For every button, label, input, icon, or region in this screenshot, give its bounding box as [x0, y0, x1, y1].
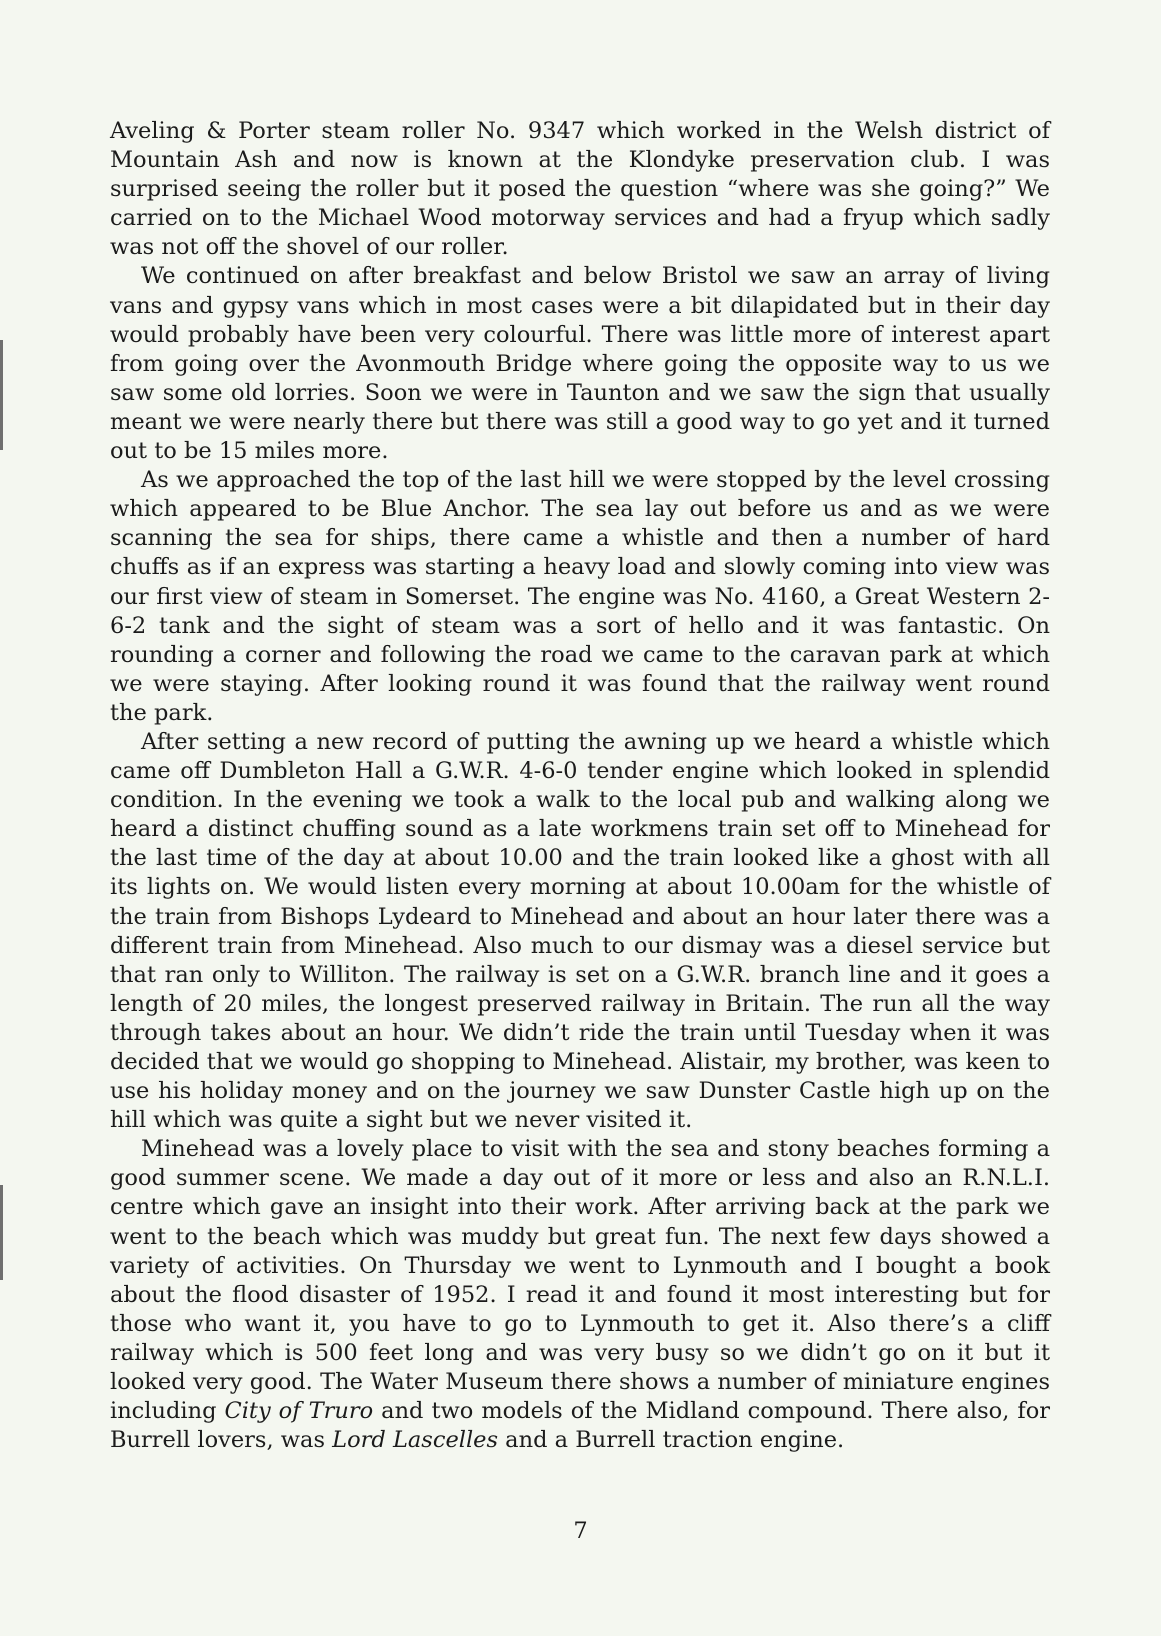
paragraph — [110, 728, 1050, 1135]
text-run: and two models of the Midland compound. There also, for Burrell lovers, was — [110, 1398, 1051, 1454]
text-run: and a Burrell traction engine. — [498, 1427, 845, 1454]
paragraph — [110, 466, 1050, 728]
page-number: 7 — [573, 1518, 588, 1544]
scan-edge-mark — [0, 1185, 3, 1280]
body-text — [110, 117, 1050, 1455]
paragraph — [110, 1135, 1050, 1455]
paragraph — [110, 117, 1050, 262]
paragraph — [110, 262, 1050, 466]
text-run: Minehead was a lovely place to visit with the sea and stony beaches forming a good summer scene. We made a day out of it more or less and also an R.N.L.I. centre which gave an insight into their work. After arriving back at the park we went to the beach which was muddy but great fun. The next few days showed a variety of activities. On Thursday we went to Lynmouth and I bought a book about the flood disaster of 1952. I read it and found it most interesting but for those who want it, you have to go to Lynmouth to get it. Also there’s a cliff railway which is 500 feet long and was very busy so we didn’t go on it but it looked very good. The Water Museum there shows a number of miniature engines including — [110, 1136, 1050, 1425]
text-run: Aveling & Porter steam roller No. 9347 which worked in the Welsh district of Mountain Ash and now is known at the Klondyke preservation club. I was surprised seeing the roller but it posed the question “where was she going?” We carried on to the Michael Wood motorway services and had a fryup which sadly was not off the shovel of our roller. — [110, 118, 1050, 261]
italic-title: Lord Lascelles — [332, 1427, 499, 1454]
scan-edge-mark — [0, 340, 3, 450]
text-run: As we approached the top of the last hill we were stopped by the level crossing which appeared to be Blue Anchor. The sea lay out before us and as we were scanning the sea for ships, there came a whistle and then a number of hard chuffs as if an express was starting a heavy load and slowly coming into view was our first view of steam in Somerset. The engine was No. 4160, a Great Western 2-6-2 tank and the sight of steam was a sort of hello and it was fantastic. On rounding a corner and following the road we came to the caravan park at which we were staying. After looking round it was found that the railway went round the park. — [110, 467, 1050, 726]
italic-title: City of Truro — [224, 1398, 374, 1425]
text-run: After setting a new record of putting the awning up we heard a whistle which came off Dumbleton Hall a G.W.R. 4-6-0 tender engine which looked in splendid condition. In the evening we took a walk to the local pub and walking along we heard a distinct chuffing sound as a late workmens train set off to Minehead for the last time of the day at about 10.00 and the train looked like a ghost with all its lights on. We would listen every morning at about 10.00am for the whistle of the train from Bishops Lydeard to Minehead and about an hour later there was a different train from Minehead. Also much to our dismay was a diesel service but that ran only to Williton. The railway is set on a G.W.R. branch line and it goes a length of 20 miles, the longest preserved railway in Britain. The run all the way through takes about an hour. We didn’t ride the train until Tuesday when it was decided that we would go shopping to Minehead. Alistair, my brother, was keen to use his holiday money and on the journey we saw Dunster Castle high up on the hill which was quite a sight but we never visited it. — [110, 728, 1050, 1134]
text-run: We continued on after breakfast and below Bristol we saw an array of living vans and gypsy vans which in most cases were a bit dilapidated but in their day would probably have been very colourful. There was little more of interest apart from going over the Avonmouth Bridge where going the opposite way to us we saw some old lorries. Soon we were in Taunton and we saw the sign that usually meant we were nearly there but there was still a good way to go yet and it turned out to be 15 miles more. — [110, 263, 1050, 465]
